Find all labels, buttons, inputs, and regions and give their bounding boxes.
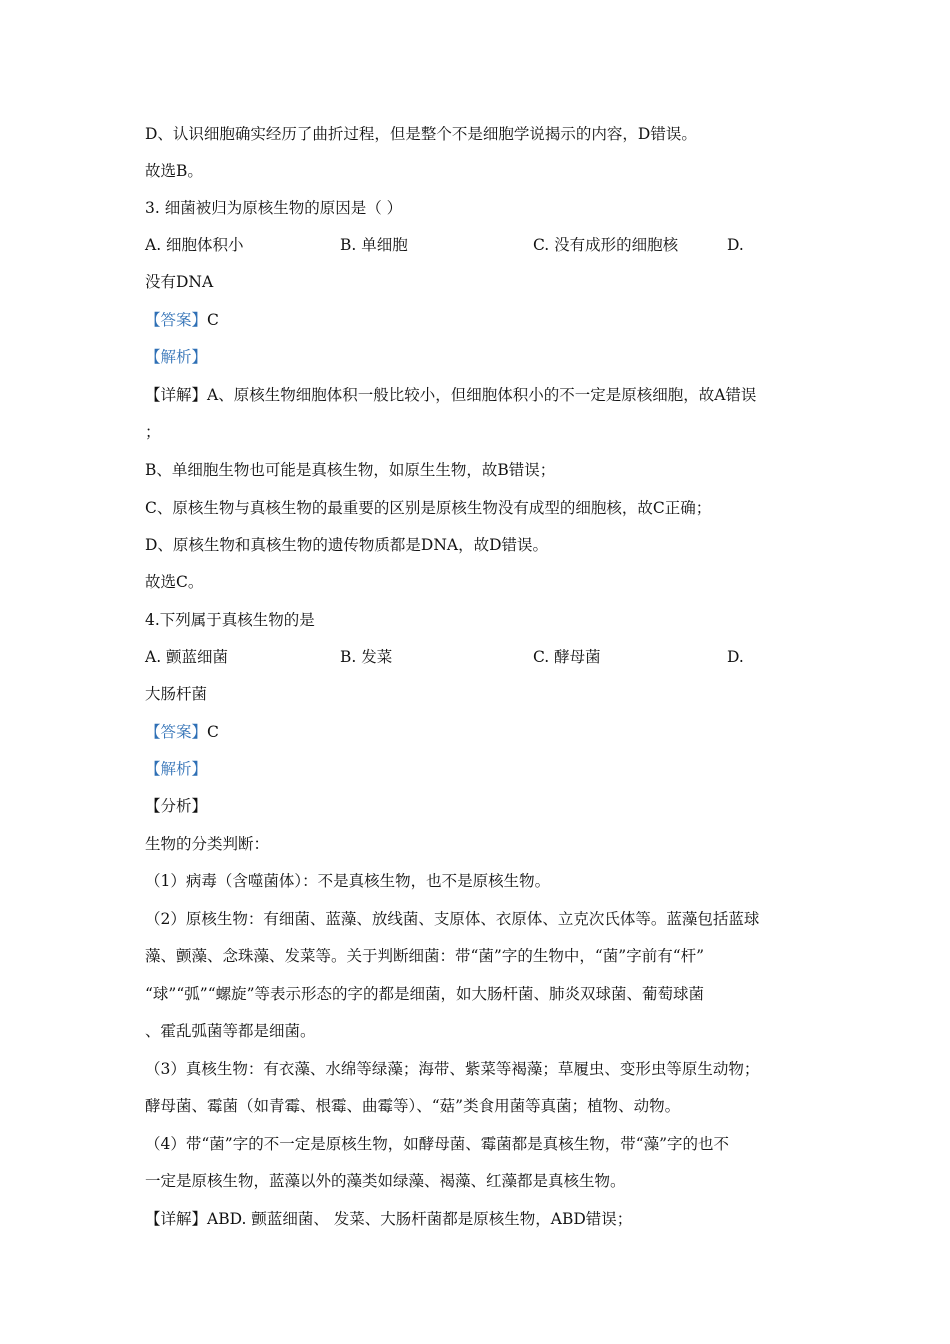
q4-intro: 生物的分类判断： xyxy=(145,835,270,853)
answer-value: C xyxy=(207,311,219,329)
q4-detail-abd xyxy=(145,1209,632,1229)
q4-point-2-line-4: 、霍乱弧菌等都是细菌。 xyxy=(145,1022,316,1040)
q4-point-4-line-1: （4）带“菌”字的不一定是原核生物，如酵母菌、霉菌都是真核生物，带“藻”字的也不 xyxy=(145,1135,730,1153)
q4-fenxi-label: 【分析】 xyxy=(145,797,208,815)
q3-detail-a-tail: ； xyxy=(145,423,161,441)
detail-abd-text: ABD. 颤蓝细菌、 发菜、大肠杆菌都是原核生物，ABD错误； xyxy=(207,1210,633,1228)
answer-label: 【答案】 xyxy=(145,311,208,329)
q2-conclusion: 故选B。 xyxy=(145,162,203,180)
answer-label: 【答案】 xyxy=(145,723,208,741)
q4-option-d: D. xyxy=(727,648,744,666)
answer-value: C xyxy=(207,723,219,741)
q4-point-2-line-1: （2）原核生物：有细菌、蓝藻、放线菌、支原体、衣原体、立克次氏体等。蓝藻包括蓝球 xyxy=(145,910,760,928)
q4-analysis-label: 【解析】 xyxy=(145,760,208,778)
q3-answer xyxy=(145,310,219,330)
q4-option-d-text: 大肠杆菌 xyxy=(145,685,208,703)
q3-detail-b: B、单细胞生物也可能是真核生物，如原生生物，故B错误； xyxy=(145,461,556,479)
detail-a-text: A、原核生物细胞体积一般比较小，但细胞体积小的不一定是原核细胞，故A错误 xyxy=(207,386,757,404)
q3-option-d-text: 没有DNA xyxy=(145,273,214,291)
q4-point-4-line-2: 一定是原核生物，蓝藻以外的藻类如绿藻、褐藻、红藻都是真核生物。 xyxy=(145,1172,626,1190)
q4-point-3-line-2: 酵母菌、霉菌（如青霉、根霉、曲霉等）、“菇”类食用菌等真菌；植物、动物。 xyxy=(145,1097,681,1115)
q3-option-d: D. xyxy=(727,236,744,254)
detail-label: 【详解】 xyxy=(145,386,208,404)
q3-analysis-label: 【解析】 xyxy=(145,348,208,366)
q4-option-c: C. 酵母菌 xyxy=(533,648,601,666)
q4-answer xyxy=(145,722,219,742)
q4-option-a: A. 颤蓝细菌 xyxy=(145,648,229,666)
q4-stem: 4.下列属于真核生物的是 xyxy=(145,611,315,629)
q3-detail-a xyxy=(145,385,756,405)
q4-point-2-line-2: 藻、颤藻、念珠藻、发菜等。关于判断细菌：带“菌”字的生物中，“菌”字前有“杆” xyxy=(145,947,705,965)
q4-point-3-line-1: （3）真核生物：有衣藻、水绵等绿藻；海带、紫菜等褐藻；草履虫、变形虫等原生动物； xyxy=(145,1060,760,1078)
q4-point-2-line-3: “球”“弧”“螺旋”等表示形态的字的都是细菌，如大肠杆菌、肺炎双球菌、葡萄球菌 xyxy=(145,985,705,1003)
q3-stem: 3. 细菌被归为原核生物的原因是（ ） xyxy=(145,199,403,217)
q3-detail-c: C、原核生物与真核生物的最重要的区别是原核生物没有成型的细胞核，故C正确； xyxy=(145,499,712,517)
q2-option-d-explanation: D、认识细胞确实经历了曲折过程，但是整个不是细胞学说揭示的内容，D错误。 xyxy=(145,125,697,143)
q3-detail-d: D、原核生物和真核生物的遗传物质都是DNA，故D错误。 xyxy=(145,536,549,554)
q4-point-1: （1）病毒（含噬菌体）：不是真核生物，也不是原核生物。 xyxy=(145,872,551,890)
detail-label: 【详解】 xyxy=(145,1210,208,1228)
q3-option-b: B. 单细胞 xyxy=(340,236,408,254)
q4-option-b: B. 发菜 xyxy=(340,648,393,666)
q3-option-a: A. 细胞体积小 xyxy=(145,236,244,254)
q3-conclusion: 故选C。 xyxy=(145,573,204,591)
q3-option-c: C. 没有成形的细胞核 xyxy=(533,236,679,254)
